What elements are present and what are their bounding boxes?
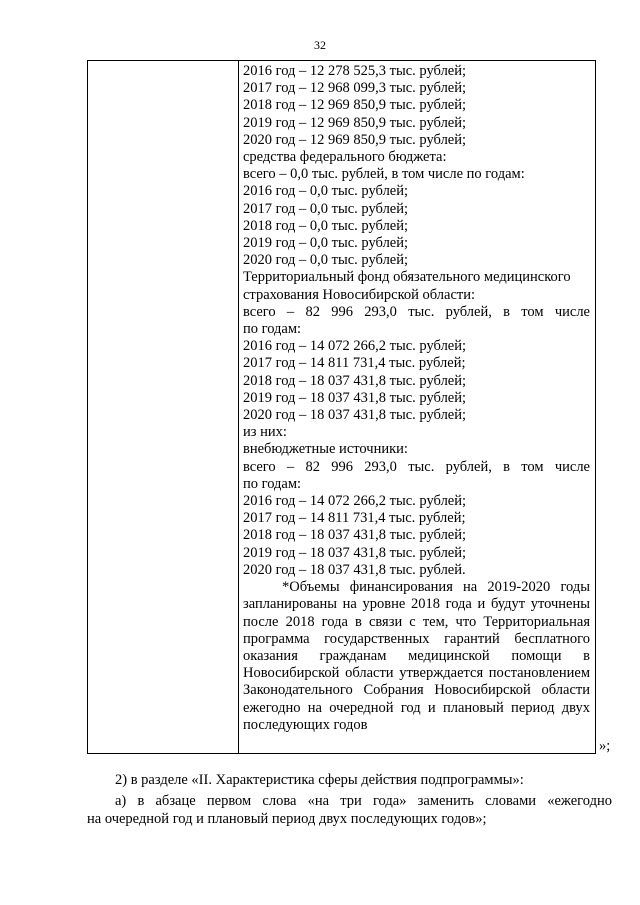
- funding-line: 2016 год – 12 278 525,3 тыс. рублей;: [243, 63, 467, 79]
- funding-line: из них:: [243, 424, 287, 441]
- funding-line: по годам:: [243, 475, 302, 492]
- funding-line: 2018 год – 18 037 431,8 тыс. рублей;: [243, 372, 467, 389]
- funding-line: 2016 год – 14 072 266,2 тыс. рублей;: [243, 338, 467, 355]
- funding-line: 2019 год – 18 037 431,8 тыс. рублей;: [243, 544, 467, 561]
- funding-total: всего – 82 996 293,0 тыс. рублей, в том числе: [243, 458, 590, 475]
- funding-heading: страхования Новосибирской области:: [243, 286, 476, 303]
- funding-line: по годам:: [243, 321, 302, 338]
- funding-line: 2018 год – 0,0 тыс. рублей;: [243, 217, 409, 234]
- funding-total: всего – 0,0 тыс. рублей, в том числе по годам:: [243, 166, 525, 183]
- funding-line: 2020 год – 0,0 тыс. рублей;: [243, 252, 409, 269]
- funding-note: *Объемы финансирования на 2019-2020 годы запланированы на уровне 2018 года и будут уточнены после 2018 года в связи с тем, что Территориальная программа государственных гарантий бесплатного оказания гражданам медицинской помощи в Новосибирской области утверждается постановлением Законодательного Собрания Новосибирской области ежегодно на очередной год и плановый период двух последующих годов: [243, 579, 590, 733]
- paragraph-2-line-2: на очередной год и плановый период двух последующих годов»;: [87, 810, 487, 827]
- funding-line: 2019 год – 12 969 850,9 тыс. рублей;: [243, 114, 467, 131]
- funding-line: 2019 год – 18 037 431,8 тыс. рублей;: [243, 389, 467, 406]
- funding-line: 2020 год – 18 037 431,8 тыс. рублей;: [243, 407, 467, 424]
- funding-line: 2018 год – 12 969 850,9 тыс. рублей;: [243, 97, 467, 114]
- funding-line: 2017 год – 14 811 731,4 тыс. рублей;: [243, 510, 466, 527]
- funding-line: 2016 год – 0,0 тыс. рублей;: [243, 183, 409, 200]
- funding-heading: средства федерального бюджета:: [243, 149, 447, 166]
- funding-line: 2019 год – 0,0 тыс. рублей;: [243, 235, 409, 252]
- funding-line: 2017 год – 0,0 тыс. рублей;: [243, 200, 409, 217]
- funding-line: 2020 год – 18 037 431,8 тыс. рублей.: [243, 561, 466, 578]
- page-number: 32: [314, 38, 326, 52]
- paragraph-2: [87, 793, 612, 828]
- funding-total: всего – 82 996 293,0 тыс. рублей, в том числе: [243, 303, 590, 320]
- column-divider: [238, 61, 239, 753]
- funding-heading: Территориальный фонд обязательного медицинского: [243, 269, 571, 286]
- funding-line: 2017 год – 14 811 731,4 тыс. рублей;: [243, 355, 466, 372]
- funding-line: 2020 год – 12 969 850,9 тыс. рублей;: [243, 131, 467, 148]
- funding-table: [87, 60, 596, 754]
- paragraph-1: 2) в разделе «II. Характеристика сферы действия подпрограммы»:: [115, 772, 524, 788]
- funding-line: 2017 год – 12 968 099,3 тыс. рублей;: [243, 80, 467, 97]
- funding-heading: внебюджетные источники:: [243, 441, 408, 458]
- paragraph-2-line-1: а) в абзаце первом слова «на три года» заменить словами «ежегодно: [115, 793, 612, 809]
- funding-line: 2018 год – 18 037 431,8 тыс. рублей;: [243, 527, 467, 544]
- funding-line: 2016 год – 14 072 266,2 тыс. рублей;: [243, 493, 467, 510]
- funding-cell: [243, 63, 590, 734]
- closing-quote: »;: [599, 738, 611, 754]
